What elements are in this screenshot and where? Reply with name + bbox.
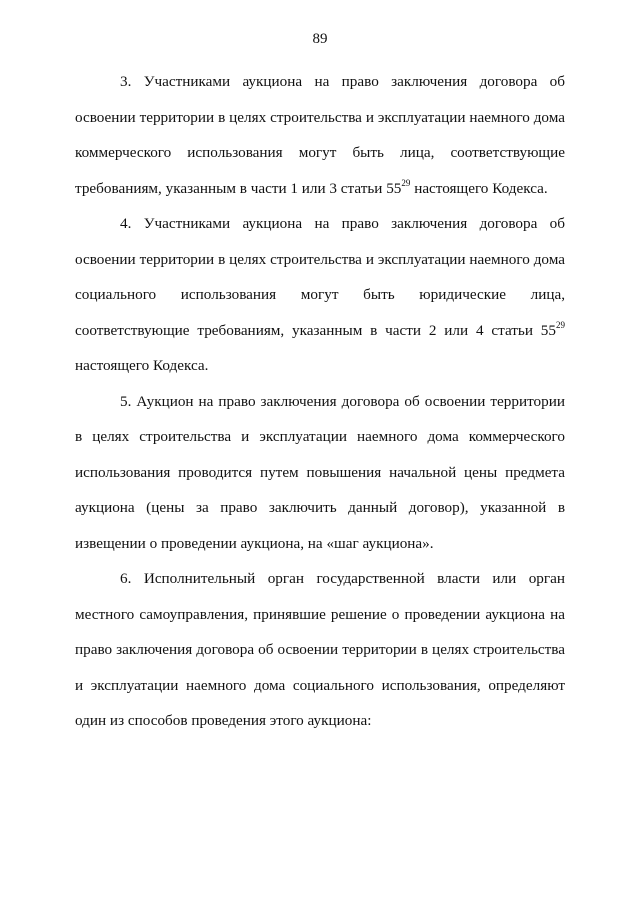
paragraph-3 <box>75 64 565 206</box>
paragraph-4-superscript: 29 <box>556 319 565 330</box>
paragraph-5 <box>75 384 565 562</box>
paragraph-6 <box>75 561 565 739</box>
paragraph-6-text: 6. Исполнительный орган государственной власти или орган местного самоуправления, принявшие решение о проведении аукциона на право заключения договора об освоении территории в целях строительства и эксплуатации наемного дома социального использования, определяют один из способов проведения этого аукциона: <box>75 570 565 729</box>
paragraph-4-tail: настоящего Кодекса. <box>75 357 209 374</box>
page-number: 89 <box>312 31 328 47</box>
paragraph-3-superscript: 29 <box>401 177 411 188</box>
paragraph-5-text: 5. Аукцион на право заключения договора об освоении территории в целях строительства и эксплуатации наемного дома коммерческого использования проводится путем повышения начальной цены предмета аукциона (цены за право заключить данный договор), указанной в извещении о проведении аукциона, на «шаг аукциона». <box>75 392 565 552</box>
paragraph-3-tail: настоящего Кодекса. <box>410 179 548 197</box>
paragraph-4 <box>75 206 565 384</box>
paragraph-3-text: 3. Участниками аукциона на право заключения договора об освоении территории в целях строительства и эксплуатации наемного дома коммерческого использования могут быть лица, соответствующие требованиям, указанным в части 1 или 3 статьи 55 <box>75 73 565 197</box>
paragraph-4-text: 4. Участниками аукциона на право заключения договора об освоении территории в целях строительства и эксплуатации наемного дома социального использования могут быть юридические лица, соответствующие требованиям, указанным в части 2 или 4 статьи 55 <box>75 215 565 339</box>
document-body <box>75 64 565 739</box>
